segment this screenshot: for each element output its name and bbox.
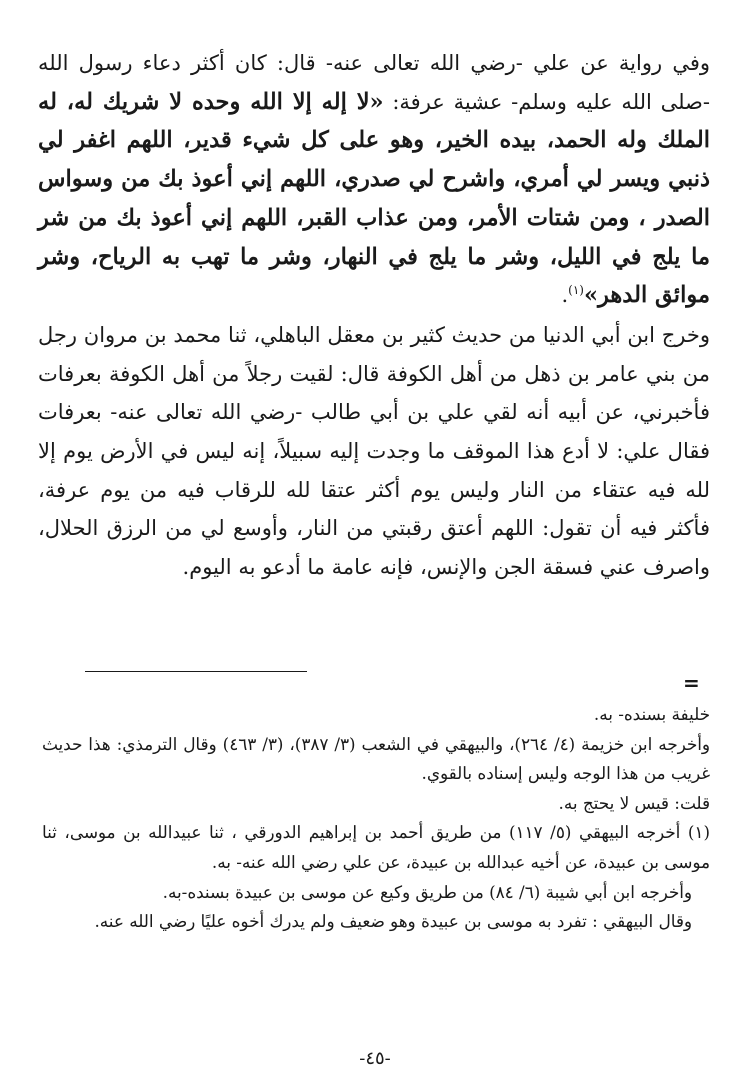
footnote-reference[interactable]: (١) xyxy=(568,283,584,298)
footnote-line: قلت: قيس لا يحتج به. xyxy=(558,792,710,813)
paragraph-tail: . xyxy=(561,283,569,308)
footnote-line: خليفة بسنده- به. xyxy=(593,704,710,724)
paragraph-dua-arafah xyxy=(38,44,710,315)
footnote-line: وأخرجه ابن خزيمة (٤/ ٢٦٤)، والبيهقي في الشعب (٣/ ٣٨٧)، (٣/ ٤٦٣) وقال الترمذي: هذا حديث غريب من هذا الوجه وليس إسناده بالقوي. xyxy=(42,733,710,784)
footnote-separator-line xyxy=(85,671,307,672)
continuation-mark: = xyxy=(683,671,700,695)
main-text xyxy=(38,44,710,587)
dua-quote-text: «لا إله إلا الله وحده لا شريك له، له الملك وله الحمد، بيده الخير، وهو على كل شيء قدير، اللهم اغفر لي ذنبي ويسر لي أمري، واشرح لي صدري، اللهم إني أعوذ بك من وسواس الصدر ، ومن شتات الأمر، ومن عذاب القبر، اللهم إني أعوذ بك من شر ما يلج في الليل، وشر ما يلج في النهار، وشر ما تهب به الرياح، وشر موائق الدهر» xyxy=(38,88,710,309)
paragraph-ibn-abi-dunya: وخرج ابن أبي الدنيا من حديث كثير بن معقل الباهلي، ثنا محمد بن مروان رجل من بني عامر بن ذهل من أهل الكوفة قال: لقيت رجلاً من أهل الكوفة بعرفات فأخبرني، عن أبيه أنه لقي علي بن أبي طالب -رضي الله تعالى عنه- بعرفات فقال علي: لا أدع هذا الموقف ما وجدت إليه سبيلاً، إنه ليس في الأرض يوم إلا لله فيه عتقاء من النار وليس يوم أكثر عتقا لله للرقاب فيه من يوم عرفة، فأكثر فيه أن تقول: اللهم أعتق رقبتي من النار، وأوسع لي من الرزق الحلال، واصرف عني فسقة الجن والإنس، فإنه عامة ما أدعو به اليوم. xyxy=(38,322,710,580)
page-number: -٤٥- xyxy=(359,1048,391,1069)
footnotes xyxy=(42,700,710,937)
footnote-line: وأخرجه ابن أبي شيبة (٦/ ٨٤) من طريق وكيع عن موسى بن عبيدة بسنده-به. xyxy=(162,881,692,902)
footnote-1: (١) أخرجه البيهقي (٥/ ١١٧) من طريق أحمد بن إبراهيم الدورقي ، ثنا عبيدالله بن موسى، ثنا موسى بن عبيدة، عن أخيه عبدالله بن عبيدة، عن علي رضي الله عنه- به. xyxy=(42,822,710,872)
footnote-line: وقال البيهقي : تفرد به موسى بن عبيدة وهو ضعيف ولم يدرك أخوه عليًا رضي الله عنه. xyxy=(94,911,692,932)
paragraph-lead-text: وفي رواية عن علي -رضي الله تعالى عنه- قال: كان أكثر دعاء رسول الله -صلى الله عليه وسلم- عشية عرفة: xyxy=(38,51,710,114)
